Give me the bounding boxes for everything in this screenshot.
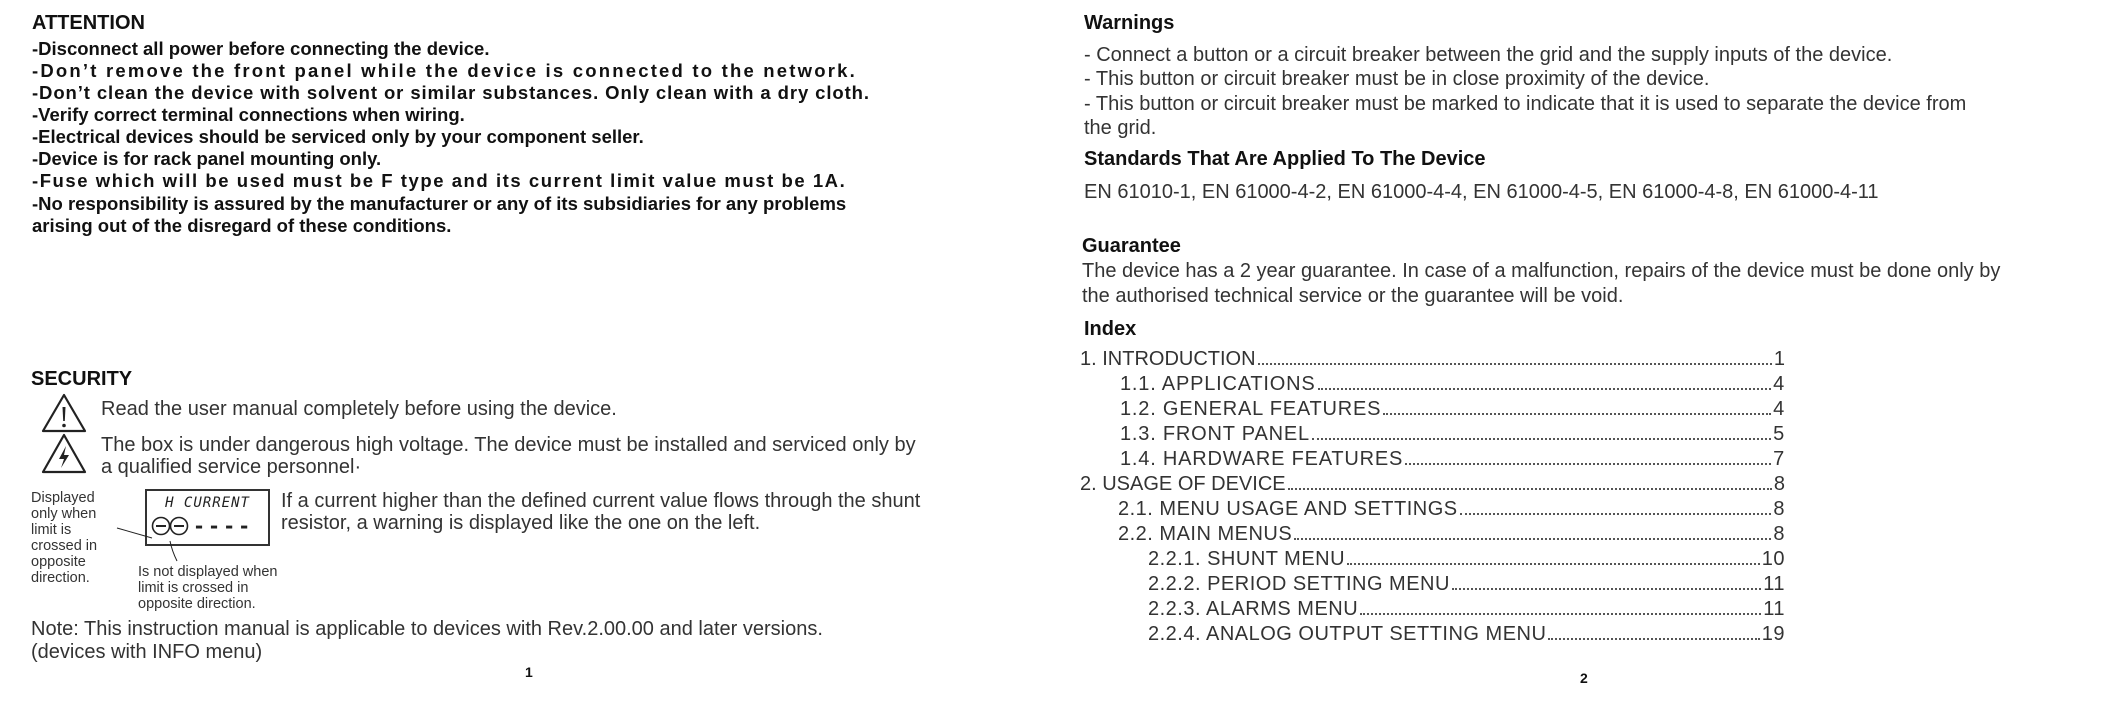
display-note-left-line: crossed in <box>31 538 98 554</box>
index-leader-dots <box>1288 488 1772 490</box>
warnings-line-2: - This button or circuit breaker must be in close proximity of the device. <box>1084 68 1710 90</box>
index-item-label: 2.2.3. ALARMS MENU <box>1148 598 1359 620</box>
page-number-1: 1 <box>525 664 533 680</box>
attention-line-8: -No responsibility is assured by the manufacturer or any of its subsidiaries for any problems <box>32 193 847 214</box>
note-line-1: Note: This instruction manual is applicable to devices with Rev.2.00.00 and later versions. <box>31 618 823 640</box>
display-note-bottom-line: Is not displayed when <box>138 564 278 580</box>
index-item <box>1148 623 1785 646</box>
standards-title: Standards That Are Applied To The Device <box>1084 148 1486 170</box>
display-note-left-line: limit is <box>31 522 72 538</box>
index-item-label: 2.2.1. SHUNT MENU <box>1148 548 1346 570</box>
security-item-2-line-2: a qualified service personnel· <box>101 456 362 478</box>
index-leader-dots <box>1347 563 1760 565</box>
index-item-label: 2. USAGE OF DEVICE <box>1080 473 1286 495</box>
index-item <box>1148 548 1785 571</box>
attention-line-3: -Don’t clean the device with solvent or similar substances. Only clean with a dry cloth. <box>32 82 870 103</box>
high-voltage-icon <box>40 432 88 476</box>
index-leader-dots <box>1460 513 1772 515</box>
display-note-left-line: direction. <box>31 570 90 586</box>
index-leader-dots <box>1294 538 1771 540</box>
index-item <box>1118 498 1785 521</box>
display-note-left-line: opposite <box>31 554 86 570</box>
security-item-2-line-1: The box is under dangerous high voltage. The device must be installed and serviced only by <box>101 434 916 456</box>
index-item-label: 1.3. FRONT PANEL <box>1120 423 1310 445</box>
index-leader-dots <box>1318 388 1772 390</box>
index-item-page: 19 <box>1761 623 1785 645</box>
index-leader-dots <box>1258 363 1772 365</box>
guarantee-title: Guarantee <box>1082 235 1181 257</box>
index-item <box>1148 598 1785 621</box>
display-minus-signs: ---- <box>193 514 254 538</box>
index-item <box>1148 573 1785 596</box>
index-item <box>1120 398 1785 421</box>
index-item <box>1120 373 1785 396</box>
page-number-2: 2 <box>1580 670 1588 686</box>
note-line-2: (devices with INFO menu) <box>31 641 263 663</box>
attention-line-1: -Disconnect all power before connecting the device. <box>32 38 490 59</box>
attention-line-5: -Electrical devices should be serviced only by your component seller. <box>32 126 644 147</box>
index-item-page: 8 <box>1773 473 1785 495</box>
guarantee-line-2: the authorised technical service or the guarantee will be void. <box>1082 285 1624 307</box>
index-item-label: 2.2.2. PERIOD SETTING MENU <box>1148 573 1450 595</box>
attention-line-4: -Verify correct terminal connections when wiring. <box>32 104 465 125</box>
index-item <box>1120 448 1785 471</box>
index-leader-dots <box>1548 638 1759 640</box>
attention-line-7: -Fuse which will be used must be F type and its current limit value must be 1A. <box>32 170 847 191</box>
warnings-line-4: the grid. <box>1084 117 1157 139</box>
index-item <box>1080 473 1785 496</box>
warnings-line-1: - Connect a button or a circuit breaker between the grid and the supply inputs of the device. <box>1084 44 1893 66</box>
current-warning-text-line-1: If a current higher than the defined current value flows through the shunt <box>281 490 921 512</box>
index-item <box>1080 348 1785 371</box>
index-leader-dots <box>1452 588 1761 590</box>
index-item-label: 2.2. MAIN MENUS <box>1118 523 1293 545</box>
index-leader-dots <box>1405 463 1771 465</box>
security-title: SECURITY <box>31 368 133 390</box>
security-item-1: Read the user manual completely before using the device. <box>101 398 617 420</box>
index-item <box>1118 523 1785 546</box>
attention-line-2-text: -Don’t remove the front panel while the device is connected to the network. <box>32 60 857 81</box>
index-item-page: 7 <box>1773 448 1785 470</box>
display-note-left-line: only when <box>31 506 97 522</box>
index-item-page: 8 <box>1773 523 1785 545</box>
attention-line-6: -Device is for rack panel mounting only. <box>32 148 382 169</box>
attention-line-2 <box>32 60 946 82</box>
display-note-bottom-line: opposite direction. <box>138 596 256 612</box>
attention-line-9: arising out of the disregard of these conditions. <box>32 215 452 236</box>
current-warning-text-line-2: resistor, a warning is displayed like the one on the left. <box>281 512 761 534</box>
index-item-page: 8 <box>1773 498 1785 520</box>
index-title: Index <box>1084 318 1137 340</box>
display-note-left <box>31 490 97 586</box>
display-text: H CURRENT <box>165 495 250 511</box>
index-item-page: 4 <box>1773 373 1785 395</box>
index-item-label: 2.1. MENU USAGE AND SETTINGS <box>1118 498 1458 520</box>
index-item-label: 1.1. APPLICATIONS <box>1120 373 1316 395</box>
index-item-page: 1 <box>1773 348 1785 370</box>
index-leader-dots <box>1360 613 1761 615</box>
standards-text: EN 61010-1, EN 61000-4-2, EN 61000-4-4, EN 61000-4-5, EN 61000-4-8, EN 61000-4-11 <box>1084 181 1879 203</box>
index-item-page: 11 <box>1763 573 1785 595</box>
index-leader-dots <box>1383 413 1771 415</box>
index-item-label: 2.2.4. ANALOG OUTPUT SETTING MENU <box>1148 623 1547 645</box>
display-note-bottom-line: limit is crossed in <box>138 580 249 596</box>
warnings-line-3: - This button or circuit breaker must be marked to indicate that it is used to separate the device from <box>1084 93 1967 115</box>
index-item-page: 10 <box>1761 548 1785 570</box>
guarantee-line-1: The device has a 2 year guarantee. In case of a malfunction, repairs of the device must be done only by <box>1082 260 2001 282</box>
display-note-bottom <box>138 564 277 612</box>
index-item <box>1120 423 1785 446</box>
index-item-page: 11 <box>1763 598 1785 620</box>
warning-exclamation-icon <box>40 392 88 434</box>
index-item-label: 1.2. GENERAL FEATURES <box>1120 398 1382 420</box>
display-note-left-line: Displayed <box>31 490 95 506</box>
index-item-page: 5 <box>1773 423 1785 445</box>
attention-title: ATTENTION <box>32 12 145 34</box>
index-leader-dots <box>1312 438 1771 440</box>
index-item-label: 1.4. HARDWARE FEATURES <box>1120 448 1404 470</box>
index-item-label: 1. INTRODUCTION <box>1080 348 1256 370</box>
warnings-title: Warnings <box>1084 12 1175 34</box>
leader-lines <box>100 505 190 570</box>
index-item-page: 4 <box>1773 398 1785 420</box>
